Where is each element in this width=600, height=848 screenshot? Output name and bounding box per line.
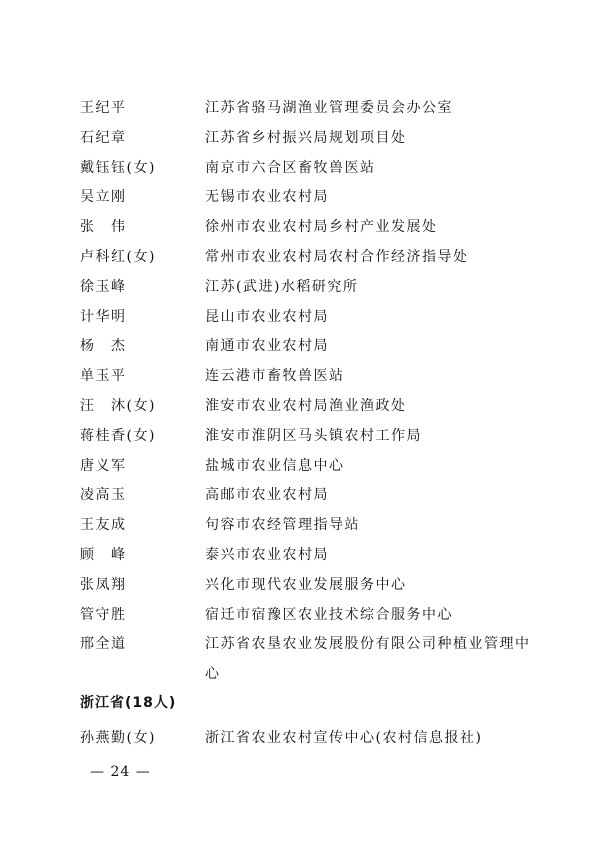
list-item bbox=[0, 94, 600, 124]
person-organization: 无锡市农业农村局 bbox=[205, 189, 329, 206]
person-organization: 高邮市农业农村局 bbox=[205, 487, 329, 504]
list-item bbox=[0, 724, 600, 754]
person-organization: 徐州市农业农村局乡村产业发展处 bbox=[205, 219, 438, 236]
list-item bbox=[0, 213, 600, 243]
person-organization: 淮安市淮阴区马头镇农村工作局 bbox=[205, 427, 422, 444]
list-item bbox=[0, 392, 600, 422]
list-item bbox=[0, 630, 600, 690]
person-organization: 浙江省农业农村宣传中心(农村信息报社) bbox=[205, 730, 483, 746]
person-organization: 江苏省乡村振兴局规划项目处 bbox=[205, 129, 407, 146]
list-item bbox=[0, 422, 600, 452]
person-organization: 淮安市农业农村局渔业渔政处 bbox=[205, 397, 407, 414]
person-organization: 泰兴市农业农村局 bbox=[205, 546, 329, 563]
person-name: 王纪平 bbox=[80, 100, 127, 116]
person-organization: 南通市农业农村局 bbox=[205, 338, 329, 355]
list-item bbox=[0, 511, 600, 541]
person-organization: 宿迁市宿豫区农业技术综合服务中心 bbox=[205, 606, 453, 623]
list-item bbox=[0, 481, 600, 511]
list-item bbox=[0, 571, 600, 601]
province-list bbox=[0, 724, 600, 754]
person-name: 戴钰钰(女) bbox=[80, 159, 156, 176]
person-name: 顾 峰 bbox=[80, 546, 127, 563]
list-item bbox=[0, 541, 600, 571]
person-name: 单玉平 bbox=[80, 368, 127, 385]
person-name: 唐义军 bbox=[80, 457, 127, 474]
person-organization: 江苏省骆马湖渔业管理委员会办公室 bbox=[205, 100, 453, 116]
list-item bbox=[0, 452, 600, 482]
list-item bbox=[0, 362, 600, 392]
person-organization: 兴化市现代农业发展服务中心 bbox=[205, 576, 407, 593]
person-organization: 南京市六合区畜牧兽医站 bbox=[205, 159, 376, 176]
list-item bbox=[0, 154, 600, 184]
person-name: 张凤翔 bbox=[80, 576, 127, 593]
list-item bbox=[0, 183, 600, 213]
list-item bbox=[0, 601, 600, 631]
person-name: 凌高玉 bbox=[80, 487, 127, 504]
person-name: 杨 杰 bbox=[80, 338, 127, 355]
person-name: 石纪章 bbox=[80, 129, 127, 146]
list-item bbox=[0, 332, 600, 362]
person-name: 卢科红(女) bbox=[80, 248, 156, 265]
person-organization: 连云港市畜牧兽医站 bbox=[205, 368, 345, 385]
person-organization: 昆山市农业农村局 bbox=[205, 308, 329, 325]
person-name: 汪 沐(女) bbox=[80, 397, 156, 414]
person-name: 邢全道 bbox=[80, 636, 127, 653]
person-name: 徐玉峰 bbox=[80, 278, 127, 295]
person-name: 蒋桂香(女) bbox=[80, 427, 156, 444]
honoree-list bbox=[0, 94, 600, 690]
person-name: 张 伟 bbox=[80, 219, 127, 236]
person-organization: 盐城市农业信息中心 bbox=[205, 457, 345, 474]
person-organization: 句容市农经管理指导站 bbox=[205, 517, 360, 534]
list-item bbox=[0, 303, 600, 333]
list-item bbox=[0, 273, 600, 303]
page-number: — 24 — bbox=[90, 764, 151, 780]
section-heading: 浙江省(18人) bbox=[80, 695, 177, 711]
person-name: 吴立刚 bbox=[80, 189, 127, 206]
person-name: 管守胜 bbox=[80, 606, 127, 623]
person-name: 王友成 bbox=[80, 517, 127, 534]
person-name: 计华明 bbox=[80, 308, 127, 325]
list-item bbox=[0, 124, 600, 154]
person-organization: 常州市农业农村局农村合作经济指导处 bbox=[205, 248, 469, 265]
person-organization: 江苏省农垦农业发展股份有限公司种植业管理中心 bbox=[205, 636, 531, 683]
person-organization: 江苏(武进)水稻研究所 bbox=[205, 278, 359, 295]
list-item bbox=[0, 243, 600, 273]
person-name: 孙燕勤(女) bbox=[80, 730, 156, 746]
